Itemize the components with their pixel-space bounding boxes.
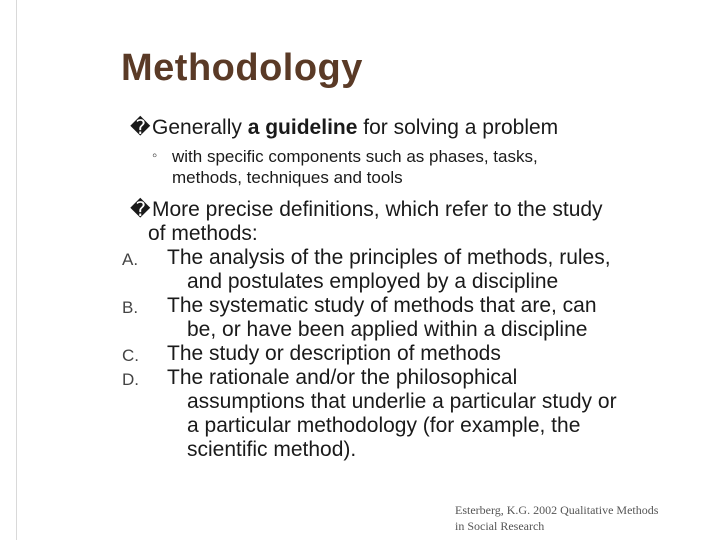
list-item-line: The analysis of the principles of methods, rules, [167,246,611,269]
list-item-line: The study or description of methods [167,342,501,365]
bullet-marker-icon: � [130,199,151,221]
bullet-emphasis: a guideline [247,116,358,139]
list-item [122,294,710,342]
list-letter: B. [122,298,139,317]
list-item [122,366,710,462]
slide-content [122,116,710,462]
list-item-line: be, or have been applied within a discipline [187,318,588,341]
bullet-text-part: for solving a problem [357,116,559,139]
sub-bullet-marker-icon: ◦ [152,147,158,164]
slide-title: Methodology [121,47,363,89]
definitions-list [122,246,710,462]
sub-bullet-line: methods, techniques and tools [172,168,403,187]
list-item-line: assumptions that underlie a particular study or [187,390,617,413]
bullet-line: of methods: [148,222,258,245]
bullet-marker-icon: � [130,117,151,139]
list-item [122,246,710,294]
list-item-line: and postulates employed by a discipline [187,270,559,293]
list-item-line: scientific method). [187,438,357,461]
list-item-line: a particular methodology (for example, the [187,414,581,437]
citation-line: in Social Research [455,519,545,533]
list-item [122,342,710,366]
sub-bullet-line: with specific components such as phases, tasks, [172,147,538,166]
list-letter: C. [122,346,139,365]
left-margin-rule [16,0,17,540]
bullet-line: More precise definitions, which refer to the study [152,198,603,221]
citation-line: Esterberg, K.G. 2002 Qualitative Methods [455,503,659,517]
bullet-more-precise [122,198,710,462]
bullet-text-part: Generally [152,116,248,139]
citation [455,502,658,534]
list-letter: A. [122,250,139,269]
sub-bullet-components [152,146,710,188]
list-letter: D. [122,370,139,389]
bullet-generally [130,116,710,140]
list-item-line: The systematic study of methods that are, can [167,294,597,317]
list-item-line: The rationale and/or the philosophical [167,366,518,389]
